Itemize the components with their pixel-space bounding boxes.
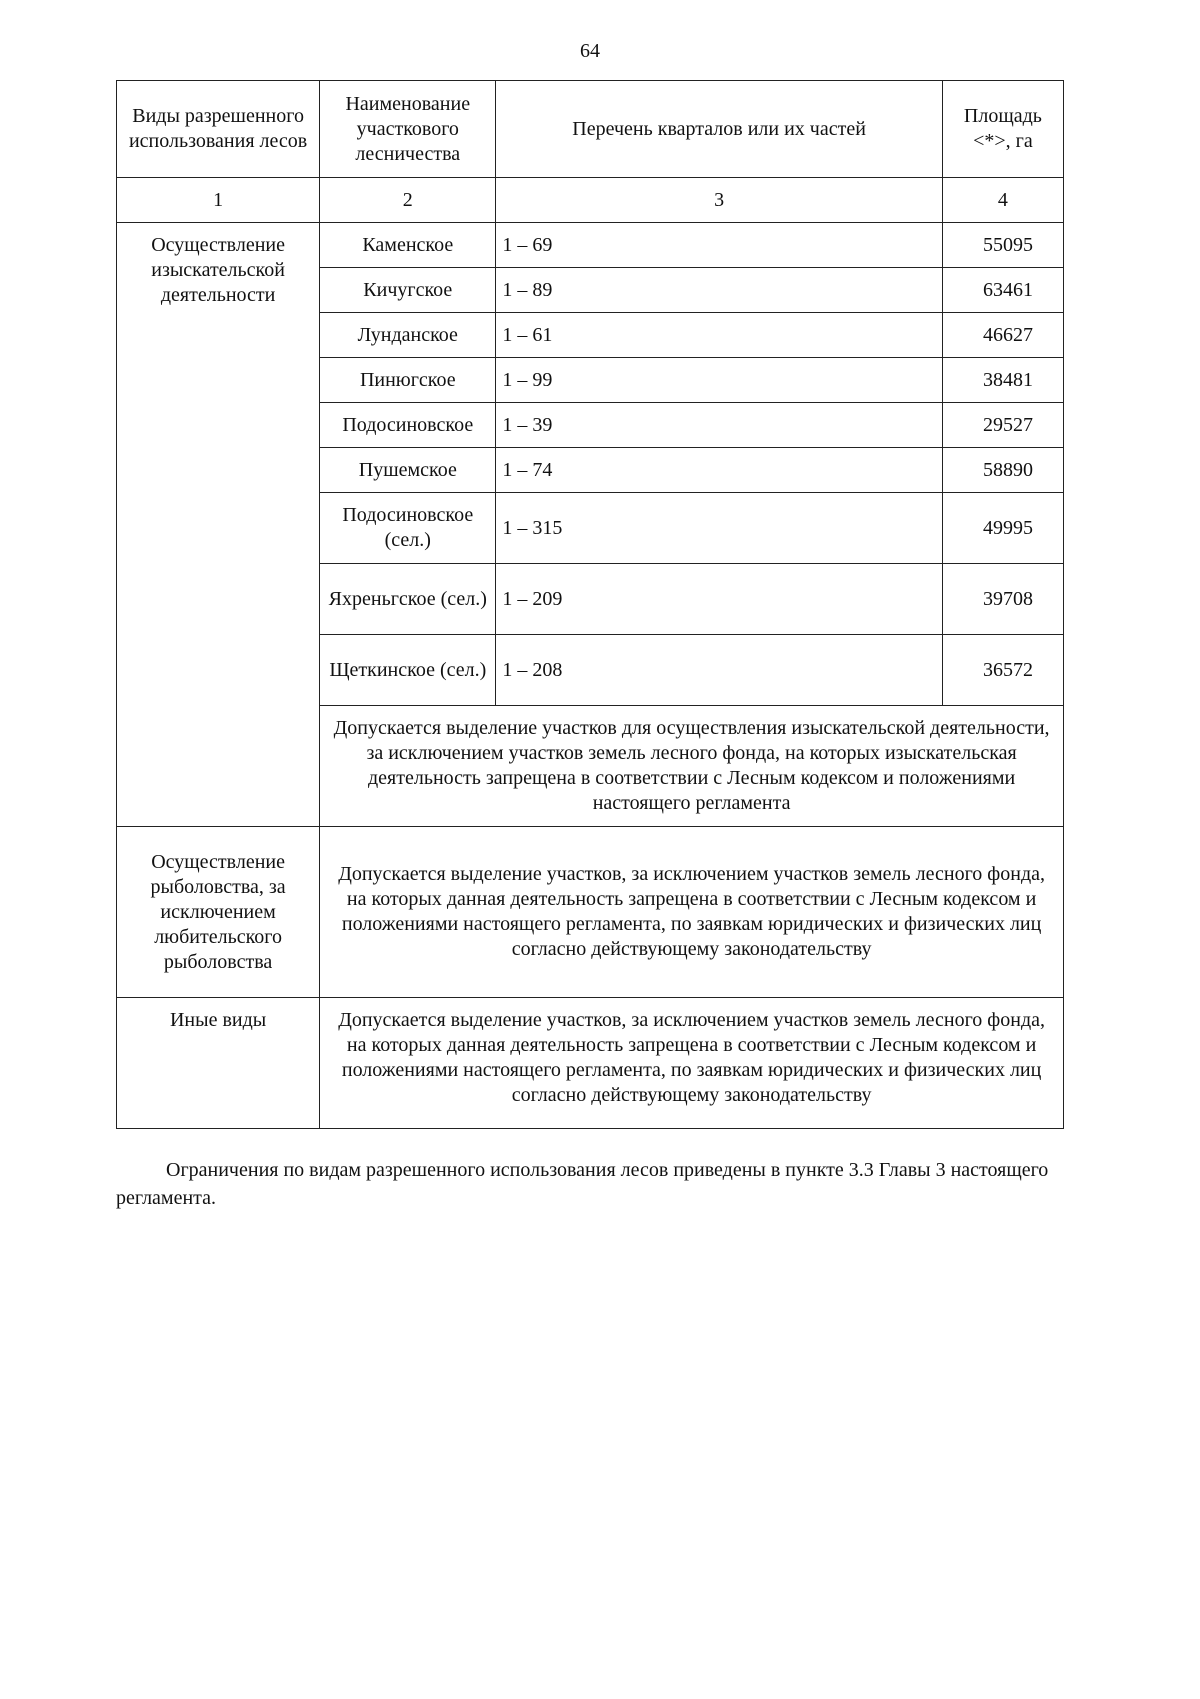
use-type-cell: Осуществление изыскательской деятельности	[117, 223, 320, 827]
note-cell: Допускается выделение участков для осуществления изыскательской деятельности, за исключением участков земель лесного фонда, на которых изыскательская деятельность запрещена в соответствии с Лесным кодексом и положениями настоящего регламента	[320, 706, 1064, 827]
area-cell: 29527	[942, 403, 1063, 448]
area-cell: 55095	[942, 223, 1063, 268]
area-cell: 58890	[942, 448, 1063, 493]
area-cell: 46627	[942, 313, 1063, 358]
use-type-cell: Иные виды	[117, 998, 320, 1129]
forestry-cell: Каменское	[320, 223, 496, 268]
forestry-cell: Кичугское	[320, 268, 496, 313]
table-row	[117, 998, 1064, 1129]
header-forestry: Наименование участкового лесничества	[320, 81, 496, 178]
area-cell: 38481	[942, 358, 1063, 403]
table-row	[117, 827, 1064, 998]
column-number: 2	[320, 178, 496, 223]
table-header-row	[117, 81, 1064, 178]
quarters-cell: 1 – 69	[496, 223, 942, 268]
forestry-cell: Пинюгское	[320, 358, 496, 403]
page-number: 64	[580, 40, 600, 62]
area-cell: 49995	[942, 493, 1063, 564]
quarters-cell: 1 – 39	[496, 403, 942, 448]
area-cell: 36572	[942, 635, 1063, 706]
forestry-cell: Щеткинское (сел.)	[320, 635, 496, 706]
column-number: 3	[496, 178, 942, 223]
forestry-cell: Лунданское	[320, 313, 496, 358]
header-quarters: Перечень кварталов или их частей	[496, 81, 942, 178]
forest-use-table	[116, 80, 1064, 1129]
quarters-cell: 1 – 208	[496, 635, 942, 706]
header-area: Площадь <*>, га	[942, 81, 1063, 178]
use-type-cell: Осуществление рыболовства, за исключением любительского рыболовства	[117, 827, 320, 998]
table-row	[117, 223, 1064, 268]
quarters-cell: 1 – 74	[496, 448, 942, 493]
quarters-cell: 1 – 209	[496, 564, 942, 635]
note-cell: Допускается выделение участков, за исключением участков земель лесного фонда, на которых данная деятельность запрещена в соответствии с Лесным кодексом и положениями настоящего регламента, по заявкам юридических и физических лиц согласно действующему законодательству	[320, 827, 1064, 998]
forestry-cell: Пушемское	[320, 448, 496, 493]
column-number: 1	[117, 178, 320, 223]
quarters-cell: 1 – 61	[496, 313, 942, 358]
area-cell: 39708	[942, 564, 1063, 635]
forestry-cell: Подосиновское	[320, 403, 496, 448]
quarters-cell: 1 – 315	[496, 493, 942, 564]
note-cell: Допускается выделение участков, за исключением участков земель лесного фонда, на которых данная деятельность запрещена в соответствии с Лесным кодексом и положениями настоящего регламента, по заявкам юридических и физических лиц согласно действующему законодательству	[320, 998, 1064, 1129]
column-number-row	[117, 178, 1064, 223]
forestry-cell: Яхреньгское (сел.)	[320, 564, 496, 635]
quarters-cell: 1 – 89	[496, 268, 942, 313]
footer-paragraph: Ограничения по видам разрешенного использования лесов приведены в пункте 3.3 Главы 3 настоящего регламента.	[116, 1159, 1049, 1209]
forestry-cell: Подосиновское (сел.)	[320, 493, 496, 564]
column-number: 4	[942, 178, 1063, 223]
area-cell: 63461	[942, 268, 1063, 313]
quarters-cell: 1 – 99	[496, 358, 942, 403]
header-use-type: Виды разрешенного использования лесов	[117, 81, 320, 178]
